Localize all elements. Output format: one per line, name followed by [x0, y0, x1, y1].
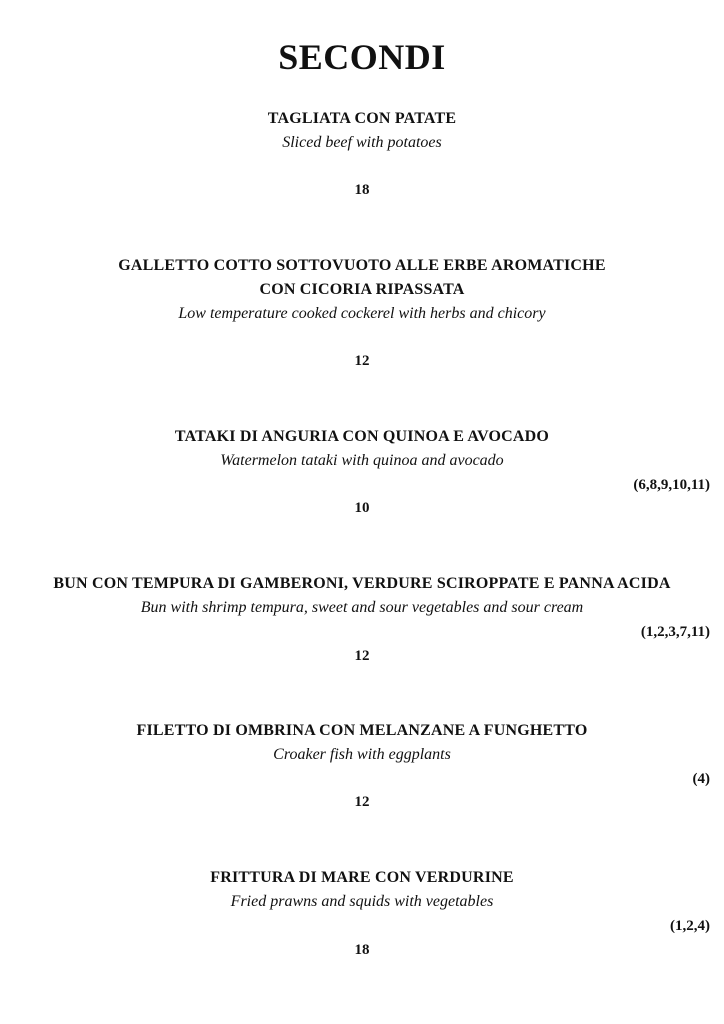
- menu-item: [0, 719, 724, 767]
- allergen-codes: (1,2,4): [670, 918, 710, 934]
- dish-description: Croaker fish with eggplants: [273, 746, 451, 763]
- dish-price: 12: [354, 648, 370, 664]
- dish-name: GALLETTO COTTO SOTTOVUOTO ALLE ERBE AROMATICHE: [118, 257, 606, 274]
- dish-name: TATAKI DI ANGURIA CON QUINOA E AVOCADO: [174, 428, 550, 445]
- dish-description: Watermelon tataki with quinoa and avocado: [220, 452, 504, 469]
- dish-price: 10: [354, 500, 370, 516]
- menu-item: [0, 866, 724, 914]
- dish-price: 18: [354, 942, 370, 958]
- dish-price: 12: [354, 353, 370, 369]
- dish-price: 18: [354, 182, 370, 198]
- dish-description: Sliced beef with potatoes: [282, 134, 442, 151]
- menu-item: [0, 107, 724, 155]
- allergen-codes: (4): [692, 771, 710, 787]
- menu-item: [0, 572, 724, 620]
- dish-name: FRITTURA DI MARE CON VERDURINE: [210, 869, 514, 886]
- dish-description: Bun with shrimp tempura, sweet and sour vegetables and sour cream: [140, 599, 584, 616]
- dish-name: TAGLIATA CON PATATE: [267, 110, 457, 127]
- dish-description: Low temperature cooked cockerel with herbs and chicory: [178, 305, 546, 322]
- menu-item: [0, 425, 724, 473]
- dish-name: BUN CON TEMPURA DI GAMBERONI, VERDURE SCIROPPATE E PANNA ACIDA: [53, 575, 671, 592]
- allergen-codes: (1,2,3,7,11): [640, 624, 710, 640]
- dish-price: 12: [354, 794, 370, 810]
- dish-name-continuation: CON CICORIA RIPASSATA: [259, 281, 465, 298]
- page-title: SECONDI: [278, 37, 446, 77]
- allergen-codes: (6,8,9,10,11): [633, 477, 710, 493]
- dish-name: FILETTO DI OMBRINA CON MELANZANE A FUNGHETTO: [136, 722, 588, 739]
- menu-item: [0, 254, 724, 326]
- dish-description: Fried prawns and squids with vegetables: [230, 893, 494, 910]
